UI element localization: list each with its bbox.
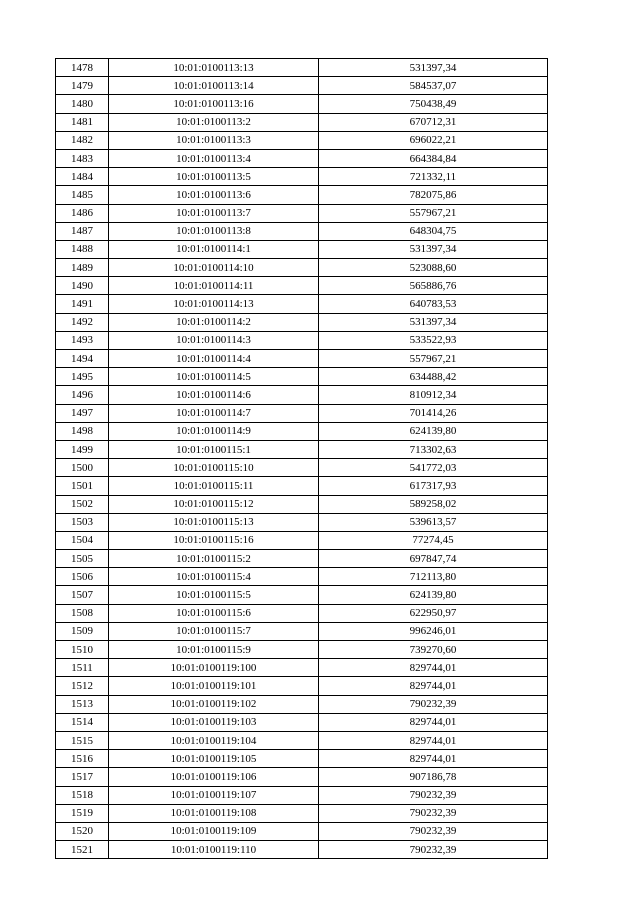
row-number-cell: 1505 <box>56 550 109 568</box>
row-number-cell: 1487 <box>56 222 109 240</box>
cadastral-number-cell: 10:01:0100114:2 <box>109 313 319 331</box>
row-number-cell: 1489 <box>56 259 109 277</box>
cadastral-value-cell: 531397,34 <box>319 240 548 258</box>
cadastral-number-cell: 10:01:0100114:10 <box>109 259 319 277</box>
table-row <box>56 731 548 749</box>
cadastral-value-cell: 664384,84 <box>319 149 548 167</box>
table-row <box>56 350 548 368</box>
cadastral-number-cell: 10:01:0100113:4 <box>109 149 319 167</box>
table-row <box>56 641 548 659</box>
cadastral-value-cell: 565886,76 <box>319 277 548 295</box>
table-row <box>56 368 548 386</box>
row-number-cell: 1483 <box>56 149 109 167</box>
cadastral-number-cell: 10:01:0100114:11 <box>109 277 319 295</box>
row-number-cell: 1498 <box>56 422 109 440</box>
cadastral-number-cell: 10:01:0100115:2 <box>109 550 319 568</box>
cadastral-value-cell: 829744,01 <box>319 731 548 749</box>
cadastral-number-cell: 10:01:0100119:106 <box>109 768 319 786</box>
cadastral-number-cell: 10:01:0100115:9 <box>109 641 319 659</box>
cadastral-value-cell: 670712,31 <box>319 113 548 131</box>
row-number-cell: 1512 <box>56 677 109 695</box>
table-row <box>56 259 548 277</box>
cadastral-value-cell: 584537,07 <box>319 77 548 95</box>
row-number-cell: 1482 <box>56 131 109 149</box>
cadastral-value-cell: 648304,75 <box>319 222 548 240</box>
cadastral-value-cell: 790232,39 <box>319 786 548 804</box>
cadastral-value-cell: 829744,01 <box>319 659 548 677</box>
cadastral-value-cell: 531397,34 <box>319 313 548 331</box>
cadastral-value-cell: 829744,01 <box>319 750 548 768</box>
cadastral-number-cell: 10:01:0100113:6 <box>109 186 319 204</box>
cadastral-value-cell: 77274,45 <box>319 531 548 549</box>
cadastral-value-cell: 790232,39 <box>319 804 548 822</box>
cadastral-number-cell: 10:01:0100113:16 <box>109 95 319 113</box>
cadastral-value-cell: 696022,21 <box>319 131 548 149</box>
row-number-cell: 1507 <box>56 586 109 604</box>
cadastral-number-cell: 10:01:0100114:4 <box>109 350 319 368</box>
cadastral-value-cell: 750438,49 <box>319 95 548 113</box>
cadastral-value-cell: 829744,01 <box>319 713 548 731</box>
table-row <box>56 586 548 604</box>
cadastral-number-cell: 10:01:0100119:109 <box>109 822 319 840</box>
row-number-cell: 1485 <box>56 186 109 204</box>
row-number-cell: 1508 <box>56 604 109 622</box>
table-row <box>56 222 548 240</box>
table-row <box>56 786 548 804</box>
cadastral-number-cell: 10:01:0100119:105 <box>109 750 319 768</box>
row-number-cell: 1479 <box>56 77 109 95</box>
cadastral-number-cell: 10:01:0100115:13 <box>109 513 319 531</box>
cadastral-value-cell: 790232,39 <box>319 695 548 713</box>
cadastral-value-cell: 829744,01 <box>319 677 548 695</box>
row-number-cell: 1506 <box>56 568 109 586</box>
cadastral-value-cell: 790232,39 <box>319 822 548 840</box>
row-number-cell: 1495 <box>56 368 109 386</box>
cadastral-number-cell: 10:01:0100113:14 <box>109 77 319 95</box>
cadastral-value-cell: 539613,57 <box>319 513 548 531</box>
cadastral-value-cell: 622950,97 <box>319 604 548 622</box>
cadastral-value-cell: 782075,86 <box>319 186 548 204</box>
row-number-cell: 1481 <box>56 113 109 131</box>
table-row <box>56 422 548 440</box>
cadastral-number-cell: 10:01:0100113:7 <box>109 204 319 222</box>
row-number-cell: 1502 <box>56 495 109 513</box>
row-number-cell: 1515 <box>56 731 109 749</box>
cadastral-number-cell: 10:01:0100114:3 <box>109 331 319 349</box>
cadastral-value-cell: 907186,78 <box>319 768 548 786</box>
row-number-cell: 1511 <box>56 659 109 677</box>
table-row <box>56 622 548 640</box>
row-number-cell: 1494 <box>56 350 109 368</box>
cadastral-value-cell: 996246,01 <box>319 622 548 640</box>
cadastral-value-cell: 739270,60 <box>319 641 548 659</box>
cadastral-number-cell: 10:01:0100119:100 <box>109 659 319 677</box>
table-row <box>56 841 548 859</box>
table-row <box>56 695 548 713</box>
cadastral-value-cell: 617317,93 <box>319 477 548 495</box>
table-row <box>56 113 548 131</box>
table-row <box>56 277 548 295</box>
cadastral-number-cell: 10:01:0100113:3 <box>109 131 319 149</box>
table-row <box>56 550 548 568</box>
cadastral-value-cell: 541772,03 <box>319 459 548 477</box>
cadastral-number-cell: 10:01:0100114:7 <box>109 404 319 422</box>
cadastral-number-cell: 10:01:0100119:104 <box>109 731 319 749</box>
row-number-cell: 1490 <box>56 277 109 295</box>
cadastral-number-cell: 10:01:0100115:12 <box>109 495 319 513</box>
cadastral-number-cell: 10:01:0100119:110 <box>109 841 319 859</box>
cadastral-number-cell: 10:01:0100119:102 <box>109 695 319 713</box>
table-row <box>56 313 548 331</box>
table-row <box>56 440 548 458</box>
row-number-cell: 1521 <box>56 841 109 859</box>
cadastral-value-cell: 810912,34 <box>319 386 548 404</box>
row-number-cell: 1491 <box>56 295 109 313</box>
cadastral-number-cell: 10:01:0100115:7 <box>109 622 319 640</box>
table-row <box>56 186 548 204</box>
table-row <box>56 168 548 186</box>
cadastral-number-cell: 10:01:0100119:108 <box>109 804 319 822</box>
row-number-cell: 1520 <box>56 822 109 840</box>
row-number-cell: 1513 <box>56 695 109 713</box>
cadastral-value-cell: 640783,53 <box>319 295 548 313</box>
row-number-cell: 1484 <box>56 168 109 186</box>
table-row <box>56 495 548 513</box>
table-row <box>56 804 548 822</box>
table-row <box>56 768 548 786</box>
cadastral-value-cell: 624139,80 <box>319 422 548 440</box>
row-number-cell: 1500 <box>56 459 109 477</box>
cadastral-number-cell: 10:01:0100114:5 <box>109 368 319 386</box>
table-row <box>56 295 548 313</box>
row-number-cell: 1503 <box>56 513 109 531</box>
cadastral-value-cell: 701414,26 <box>319 404 548 422</box>
cadastral-number-cell: 10:01:0100119:103 <box>109 713 319 731</box>
cadastral-number-cell: 10:01:0100113:2 <box>109 113 319 131</box>
table-row <box>56 204 548 222</box>
row-number-cell: 1518 <box>56 786 109 804</box>
cadastral-number-cell: 10:01:0100115:11 <box>109 477 319 495</box>
table-row <box>56 331 548 349</box>
row-number-cell: 1478 <box>56 59 109 77</box>
cadastral-number-cell: 10:01:0100114:9 <box>109 422 319 440</box>
cadastral-value-cell: 557967,21 <box>319 204 548 222</box>
row-number-cell: 1510 <box>56 641 109 659</box>
cadastral-value-cell: 523088,60 <box>319 259 548 277</box>
cadastral-number-cell: 10:01:0100119:107 <box>109 786 319 804</box>
table-row <box>56 477 548 495</box>
cadastral-value-table <box>55 58 548 859</box>
row-number-cell: 1509 <box>56 622 109 640</box>
cadastral-number-cell: 10:01:0100114:6 <box>109 386 319 404</box>
row-number-cell: 1488 <box>56 240 109 258</box>
cadastral-value-cell: 634488,42 <box>319 368 548 386</box>
table-row <box>56 568 548 586</box>
table-row <box>56 131 548 149</box>
cadastral-number-cell: 10:01:0100115:1 <box>109 440 319 458</box>
cadastral-number-cell: 10:01:0100115:10 <box>109 459 319 477</box>
cadastral-value-cell: 697847,74 <box>319 550 548 568</box>
row-number-cell: 1496 <box>56 386 109 404</box>
cadastral-value-cell: 624139,80 <box>319 586 548 604</box>
table-row <box>56 822 548 840</box>
row-number-cell: 1492 <box>56 313 109 331</box>
table-row <box>56 513 548 531</box>
row-number-cell: 1499 <box>56 440 109 458</box>
table-row <box>56 531 548 549</box>
cadastral-number-cell: 10:01:0100113:5 <box>109 168 319 186</box>
table-body <box>56 59 548 859</box>
cadastral-number-cell: 10:01:0100114:1 <box>109 240 319 258</box>
row-number-cell: 1516 <box>56 750 109 768</box>
table-row <box>56 149 548 167</box>
cadastral-number-cell: 10:01:0100119:101 <box>109 677 319 695</box>
table-row <box>56 240 548 258</box>
table-row <box>56 404 548 422</box>
cadastral-number-cell: 10:01:0100113:13 <box>109 59 319 77</box>
cadastral-value-cell: 531397,34 <box>319 59 548 77</box>
row-number-cell: 1493 <box>56 331 109 349</box>
row-number-cell: 1480 <box>56 95 109 113</box>
cadastral-value-cell: 712113,80 <box>319 568 548 586</box>
row-number-cell: 1519 <box>56 804 109 822</box>
cadastral-value-cell: 790232,39 <box>319 841 548 859</box>
table-row <box>56 659 548 677</box>
cadastral-value-cell: 533522,93 <box>319 331 548 349</box>
table-row <box>56 95 548 113</box>
row-number-cell: 1486 <box>56 204 109 222</box>
cadastral-value-cell: 557967,21 <box>319 350 548 368</box>
cadastral-value-cell: 589258,02 <box>319 495 548 513</box>
row-number-cell: 1504 <box>56 531 109 549</box>
row-number-cell: 1501 <box>56 477 109 495</box>
row-number-cell: 1497 <box>56 404 109 422</box>
table-row <box>56 59 548 77</box>
cadastral-number-cell: 10:01:0100115:16 <box>109 531 319 549</box>
cadastral-value-cell: 721332,11 <box>319 168 548 186</box>
row-number-cell: 1517 <box>56 768 109 786</box>
table-row <box>56 713 548 731</box>
table-row <box>56 77 548 95</box>
row-number-cell: 1514 <box>56 713 109 731</box>
cadastral-number-cell: 10:01:0100115:6 <box>109 604 319 622</box>
table-row <box>56 459 548 477</box>
table-row <box>56 386 548 404</box>
table-row <box>56 604 548 622</box>
cadastral-number-cell: 10:01:0100115:5 <box>109 586 319 604</box>
table-row <box>56 750 548 768</box>
cadastral-number-cell: 10:01:0100113:8 <box>109 222 319 240</box>
cadastral-number-cell: 10:01:0100114:13 <box>109 295 319 313</box>
cadastral-number-cell: 10:01:0100115:4 <box>109 568 319 586</box>
table-row <box>56 677 548 695</box>
cadastral-value-cell: 713302,63 <box>319 440 548 458</box>
